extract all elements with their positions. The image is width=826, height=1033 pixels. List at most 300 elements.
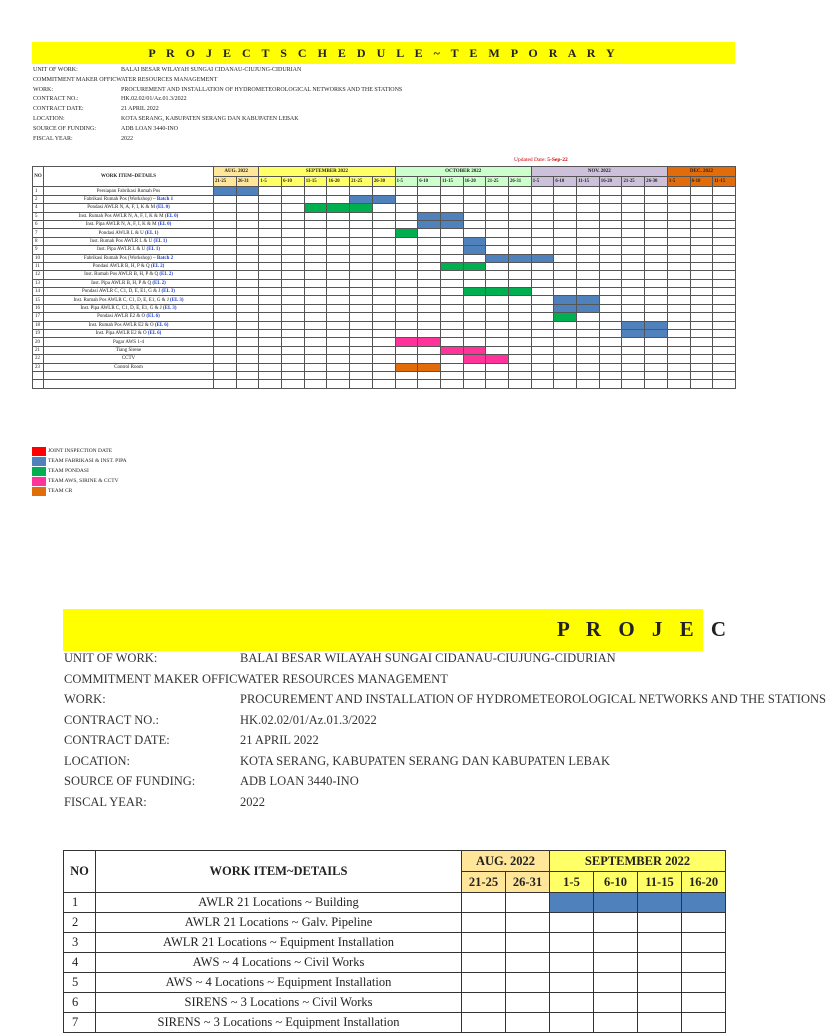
schedule-cell	[599, 330, 622, 338]
table-row	[33, 212, 736, 220]
schedule-cell	[259, 296, 282, 304]
schedule-cell	[418, 254, 441, 262]
schedule-cell	[259, 246, 282, 254]
gantt-bar	[236, 187, 259, 195]
schedule-cell	[282, 237, 305, 245]
schedule-cell	[638, 1013, 682, 1033]
schedule-cell	[713, 271, 736, 279]
schedule-cell	[531, 355, 554, 363]
week-header: 26-30	[372, 177, 395, 187]
schedule-cell	[622, 237, 645, 245]
work-item-text: AWLR 21 Locations ~ Galv. Pipeline	[184, 915, 373, 929]
schedule-cell	[214, 271, 237, 279]
schedule-cell	[463, 380, 486, 388]
schedule-cell	[713, 288, 736, 296]
schedule-cell	[622, 262, 645, 270]
info-value: 2022	[121, 135, 133, 142]
work-item-text: Fabrikasi Rumah Pos (Workshop) ~	[83, 255, 156, 261]
schedule-cell	[550, 1013, 594, 1033]
schedule-cell	[350, 363, 373, 371]
schedule-cell	[214, 330, 237, 338]
gantt-bar	[304, 204, 327, 212]
work-item	[44, 204, 214, 212]
schedule-cell	[440, 288, 463, 296]
schedule-cell	[554, 346, 577, 354]
work-item-tag: (EL 6)	[154, 322, 169, 328]
schedule-cell	[690, 246, 713, 254]
schedule-cell	[486, 296, 509, 304]
info-value: BALAI BESAR WILAYAH SUNGAI CIDANAU-CIUJUNG-CIDURIAN	[121, 67, 302, 73]
schedule-cell	[372, 254, 395, 262]
schedule-cell	[282, 338, 305, 346]
schedule-cell	[372, 355, 395, 363]
gantt-bar	[418, 338, 441, 346]
schedule-cell	[509, 330, 532, 338]
schedule-cell	[577, 195, 600, 203]
schedule-cell	[418, 288, 441, 296]
schedule-cell	[554, 288, 577, 296]
schedule-cell	[577, 246, 600, 254]
schedule-cell	[372, 204, 395, 212]
schedule-cell	[440, 195, 463, 203]
schedule-cell	[622, 254, 645, 262]
schedule-cell	[462, 1013, 506, 1033]
schedule-cell	[554, 380, 577, 388]
schedule-cell	[236, 195, 259, 203]
schedule-cell	[554, 338, 577, 346]
work-item-text: AWS ~ 4 Locations ~ Equipment Installation	[165, 975, 392, 989]
schedule-cell	[418, 380, 441, 388]
schedule-cell	[599, 220, 622, 228]
updated-date	[514, 157, 568, 163]
schedule-cell	[638, 913, 682, 933]
info-row	[63, 774, 703, 795]
row-number: 5	[64, 973, 96, 993]
schedule-cell	[372, 246, 395, 254]
schedule-cell	[304, 363, 327, 371]
week-header: 6-10	[690, 177, 713, 187]
schedule-cell	[638, 953, 682, 973]
schedule-cell	[667, 296, 690, 304]
schedule-cell	[554, 195, 577, 203]
schedule-cell	[690, 212, 713, 220]
week-header: 21-25	[462, 872, 506, 893]
week-header: 11-15	[713, 177, 736, 187]
schedule-cell	[509, 380, 532, 388]
work-item-tag: (EL 1)	[145, 230, 159, 236]
gantt-bar	[594, 893, 638, 913]
schedule-cell	[327, 195, 350, 203]
schedule-cell	[327, 355, 350, 363]
schedule-cell	[599, 195, 622, 203]
schedule-cell	[622, 363, 645, 371]
month-header: AUG. 2022	[462, 851, 550, 872]
schedule-cell	[372, 288, 395, 296]
schedule-cell	[554, 204, 577, 212]
schedule-cell	[599, 380, 622, 388]
gantt-bar	[418, 220, 441, 228]
schedule-cell	[713, 346, 736, 354]
schedule-cell	[350, 187, 373, 195]
schedule-cell	[667, 254, 690, 262]
schedule-cell	[462, 953, 506, 973]
work-item-text: Pagar AWS 1-4	[113, 339, 144, 345]
info-value: ADB LOAN 3440-INO	[240, 774, 359, 788]
schedule-table-zoomed-wrap	[63, 850, 719, 1029]
schedule-cell	[259, 212, 282, 220]
schedule-cell	[259, 380, 282, 388]
schedule-cell	[690, 296, 713, 304]
legend-label: TEAM CR	[48, 488, 73, 494]
schedule-cell	[214, 288, 237, 296]
table-row	[33, 246, 736, 254]
schedule-cell	[236, 262, 259, 270]
work-item	[44, 229, 214, 237]
schedule-cell	[713, 355, 736, 363]
legend-label: TEAM PONDASI	[48, 468, 89, 474]
schedule-cell	[304, 371, 327, 379]
work-item-text: Persiapan Fabrikasi Rumah Pos	[96, 188, 161, 194]
schedule-cell	[622, 212, 645, 220]
month-header: SEPTEMBER 2022	[259, 167, 395, 177]
schedule-cell	[531, 371, 554, 379]
schedule-cell	[486, 363, 509, 371]
schedule-cell	[599, 254, 622, 262]
work-item	[96, 973, 462, 993]
schedule-cell	[282, 330, 305, 338]
table-row	[64, 933, 726, 953]
schedule-cell	[327, 338, 350, 346]
schedule-cell	[531, 380, 554, 388]
table-row	[64, 993, 726, 1013]
schedule-cell	[713, 254, 736, 262]
gantt-bar	[622, 330, 645, 338]
page-title-zoomed-text: P R O J E C	[557, 617, 733, 641]
schedule-cell	[638, 993, 682, 1013]
schedule-cell	[259, 346, 282, 354]
schedule-cell	[282, 279, 305, 287]
schedule-cell	[395, 246, 418, 254]
table-row	[64, 1013, 726, 1033]
schedule-cell	[667, 237, 690, 245]
info-label: LOCATION:	[64, 753, 130, 768]
schedule-cell	[622, 288, 645, 296]
schedule-cell	[463, 304, 486, 312]
schedule-cell	[645, 355, 668, 363]
schedule-cell	[531, 195, 554, 203]
schedule-cell	[440, 246, 463, 254]
work-item-text: Inst. Rumah Pos AWLR E2 & O	[88, 322, 154, 328]
info-value: PROCUREMENT AND INSTALLATION OF HYDROMETEOROLOGICAL NETWORKS AND THE STATIONS	[121, 86, 403, 93]
schedule-cell	[236, 279, 259, 287]
schedule-cell	[599, 204, 622, 212]
schedule-cell	[214, 254, 237, 262]
schedule-cell	[577, 371, 600, 379]
schedule-cell	[577, 254, 600, 262]
work-item-text: Inst. Rumah Pos AWLR C, C1, D, E, E1, G & J	[73, 297, 169, 303]
schedule-cell	[259, 330, 282, 338]
schedule-cell	[531, 187, 554, 195]
gantt-bar	[509, 288, 532, 296]
schedule-cell	[713, 187, 736, 195]
schedule-cell	[713, 296, 736, 304]
info-row	[63, 733, 703, 754]
schedule-cell	[622, 355, 645, 363]
info-value: 21 APRIL 2022	[121, 106, 159, 113]
schedule-cell	[690, 288, 713, 296]
legend-item	[32, 466, 127, 476]
info-value: HK.02.02/01/Az.01.3/2022	[240, 712, 377, 727]
table-row	[33, 254, 736, 262]
week-header: 16-20	[682, 872, 726, 893]
schedule-cell	[236, 229, 259, 237]
schedule-cell	[645, 346, 668, 354]
schedule-cell	[554, 371, 577, 379]
table-row	[33, 296, 736, 304]
schedule-cell	[327, 288, 350, 296]
schedule-cell	[531, 262, 554, 270]
schedule-cell	[372, 262, 395, 270]
table-row	[33, 346, 736, 354]
schedule-cell	[645, 254, 668, 262]
schedule-cell	[645, 363, 668, 371]
schedule-cell	[645, 279, 668, 287]
table-row	[33, 271, 736, 279]
schedule-cell	[350, 296, 373, 304]
schedule-cell	[486, 237, 509, 245]
schedule-cell	[667, 371, 690, 379]
schedule-cell	[418, 371, 441, 379]
work-item	[96, 913, 462, 933]
work-item-tag: Batch 2	[156, 255, 174, 261]
info-label: FISCAL YEAR:	[33, 135, 73, 142]
schedule-cell	[214, 262, 237, 270]
schedule-cell	[304, 271, 327, 279]
week-header: 26-31	[506, 872, 550, 893]
schedule-cell	[304, 237, 327, 245]
schedule-cell	[214, 220, 237, 228]
schedule-cell	[304, 220, 327, 228]
schedule-cell	[372, 371, 395, 379]
schedule-cell	[509, 304, 532, 312]
schedule-cell	[599, 321, 622, 329]
work-item-tag: (EL 1)	[153, 238, 168, 244]
schedule-cell	[440, 271, 463, 279]
info-value: 2022	[240, 794, 265, 809]
info-label: FISCAL YEAR:	[64, 794, 147, 809]
work-item	[44, 288, 214, 296]
schedule-cell	[372, 363, 395, 371]
week-header: 26-31	[236, 177, 259, 187]
schedule-cell	[214, 195, 237, 203]
schedule-cell	[440, 279, 463, 287]
table-row	[33, 371, 736, 379]
schedule-cell	[531, 229, 554, 237]
schedule-cell	[282, 304, 305, 312]
work-item	[44, 321, 214, 329]
schedule-cell	[214, 346, 237, 354]
schedule-cell	[282, 187, 305, 195]
gantt-bar	[682, 893, 726, 913]
schedule-cell	[304, 262, 327, 270]
schedule-cell	[395, 304, 418, 312]
week-header: 1-5	[550, 872, 594, 893]
work-item-text: Fabrikasi Rumah Pos (Workshop) ~	[83, 196, 156, 202]
schedule-cell	[690, 346, 713, 354]
schedule-cell	[713, 220, 736, 228]
schedule-cell	[259, 220, 282, 228]
schedule-cell	[667, 229, 690, 237]
work-item	[96, 893, 462, 913]
week-header: 1-5	[667, 177, 690, 187]
schedule-cell	[463, 371, 486, 379]
schedule-cell	[372, 346, 395, 354]
schedule-cell	[622, 187, 645, 195]
row-number: 10	[33, 254, 44, 262]
schedule-cell	[713, 313, 736, 321]
work-item-text: Inst. Pipa AWLR B, H, P & Q	[91, 280, 152, 286]
work-item	[44, 304, 214, 312]
schedule-cell	[667, 262, 690, 270]
schedule-cell	[713, 237, 736, 245]
gantt-bar	[554, 296, 577, 304]
schedule-cell	[645, 204, 668, 212]
schedule-cell	[214, 313, 237, 321]
schedule-cell	[462, 913, 506, 933]
schedule-cell	[667, 220, 690, 228]
schedule-cell	[350, 304, 373, 312]
schedule-table	[32, 166, 736, 389]
schedule-cell	[282, 220, 305, 228]
month-header: DEC. 2022	[667, 167, 735, 177]
schedule-cell	[506, 953, 550, 973]
work-item-text: AWLR 21 Locations ~ Building	[198, 895, 359, 909]
schedule-cell	[214, 321, 237, 329]
schedule-cell	[350, 237, 373, 245]
schedule-cell	[531, 237, 554, 245]
work-item-tag: (EL 0)	[164, 213, 179, 219]
schedule-cell	[509, 346, 532, 354]
gantt-bar	[463, 246, 486, 254]
schedule-cell	[463, 220, 486, 228]
schedule-cell	[327, 371, 350, 379]
schedule-cell	[599, 355, 622, 363]
schedule-cell	[509, 220, 532, 228]
schedule-cell	[418, 262, 441, 270]
schedule-cell	[236, 237, 259, 245]
schedule-table-zoomed	[63, 850, 726, 1033]
schedule-cell	[214, 212, 237, 220]
schedule-cell	[509, 187, 532, 195]
schedule-cell	[327, 296, 350, 304]
schedule-cell	[682, 933, 726, 953]
work-item	[44, 212, 214, 220]
schedule-cell	[463, 338, 486, 346]
schedule-cell	[622, 271, 645, 279]
schedule-cell	[327, 363, 350, 371]
info-label: WORK:	[64, 692, 106, 706]
schedule-cell	[622, 204, 645, 212]
schedule-cell	[304, 229, 327, 237]
schedule-cell	[282, 313, 305, 321]
page-title: P R O J E C T S C H E D U L E ~ T E M P O R A R Y	[32, 42, 735, 64]
schedule-cell	[645, 237, 668, 245]
schedule-cell	[418, 296, 441, 304]
schedule-cell	[531, 204, 554, 212]
schedule-cell	[690, 313, 713, 321]
schedule-cell	[440, 254, 463, 262]
legend-swatch	[32, 457, 46, 466]
row-number: 22	[33, 355, 44, 363]
schedule-cell	[554, 254, 577, 262]
schedule-cell	[259, 187, 282, 195]
gantt-bar	[214, 187, 237, 195]
schedule-cell	[350, 271, 373, 279]
week-header: 1-5	[259, 177, 282, 187]
gantt-bar	[395, 363, 418, 371]
schedule-cell	[531, 246, 554, 254]
work-item-tag: (EL 0)	[157, 222, 172, 228]
schedule-cell	[667, 346, 690, 354]
table-row	[33, 355, 736, 363]
legend-swatch	[32, 477, 46, 486]
schedule-cell	[395, 204, 418, 212]
schedule-cell	[463, 212, 486, 220]
schedule-cell	[395, 279, 418, 287]
table-row	[33, 321, 736, 329]
schedule-cell	[259, 338, 282, 346]
schedule-cell	[667, 195, 690, 203]
schedule-cell	[214, 296, 237, 304]
updated-value: 5-Sep-22	[547, 157, 568, 163]
schedule-cell	[440, 338, 463, 346]
schedule-cell	[327, 380, 350, 388]
work-item-text: Control Room	[114, 364, 143, 370]
gantt-bar	[372, 195, 395, 203]
schedule-cell	[214, 304, 237, 312]
schedule-cell	[304, 187, 327, 195]
gantt-bar	[418, 363, 441, 371]
info-value: HK.02.02/01/Az.01.3/2022	[121, 96, 187, 103]
schedule-cell	[259, 371, 282, 379]
work-item	[44, 355, 214, 363]
schedule-cell	[259, 237, 282, 245]
work-item	[96, 993, 462, 1013]
schedule-cell	[645, 246, 668, 254]
schedule-cell	[395, 330, 418, 338]
schedule-cell	[418, 204, 441, 212]
schedule-cell	[667, 279, 690, 287]
schedule-cell	[327, 246, 350, 254]
schedule-cell	[594, 913, 638, 933]
schedule-cell	[486, 338, 509, 346]
schedule-cell	[304, 288, 327, 296]
schedule-cell	[395, 220, 418, 228]
row-number: 21	[33, 346, 44, 354]
schedule-cell	[372, 271, 395, 279]
schedule-cell	[622, 279, 645, 287]
info-label: CONTRACT DATE:	[33, 106, 84, 113]
schedule-cell	[282, 254, 305, 262]
gantt-bar	[486, 288, 509, 296]
schedule-cell	[577, 262, 600, 270]
schedule-cell	[395, 296, 418, 304]
week-header: 1-5	[395, 177, 418, 187]
schedule-cell	[594, 973, 638, 993]
schedule-cell	[327, 313, 350, 321]
table-row	[33, 304, 736, 312]
schedule-cell	[418, 321, 441, 329]
